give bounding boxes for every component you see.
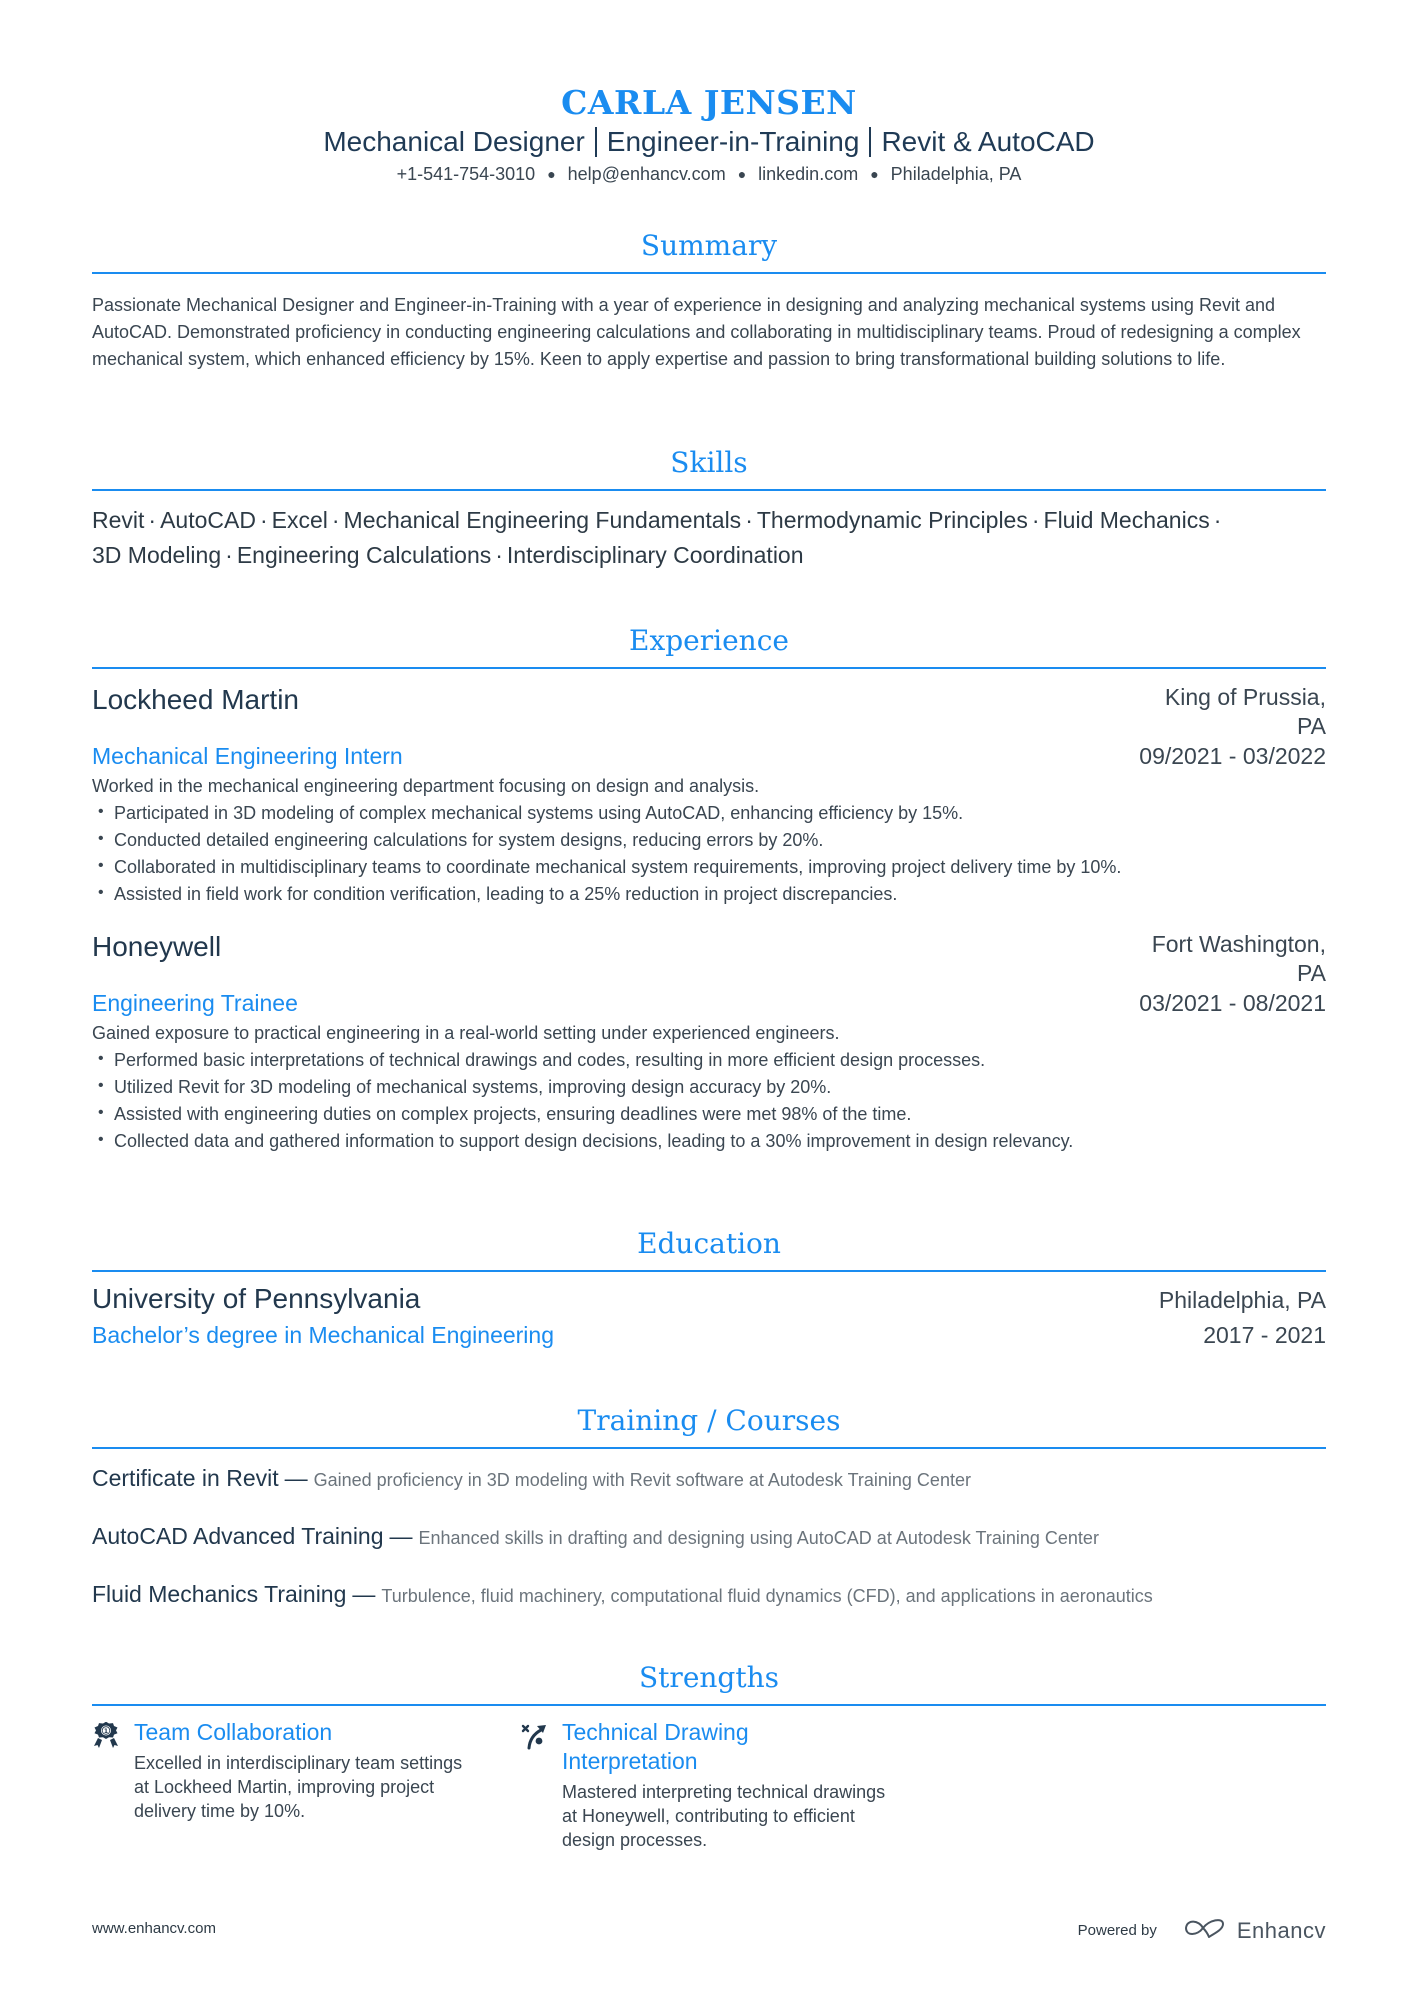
job-bullet: • Participated in 3D modeling of complex mechanical systems using AutoCAD, enhancing efficiency by 15%. — [92, 800, 1326, 827]
contact-linkedin[interactable]: linkedin.com — [758, 164, 859, 184]
headline-separator — [595, 127, 597, 157]
job-description: Gained exposure to practical engineering in a real-world setting under experienced engineers. — [92, 1023, 840, 1043]
job-dates: 09/2021 - 03/2022 — [1139, 743, 1326, 769]
skill-item: Revit — [92, 507, 145, 533]
skill-item: Excel — [271, 507, 328, 533]
skill-separator: · — [225, 542, 233, 568]
course-item — [92, 1521, 1326, 1553]
page-footer — [92, 1916, 1326, 1946]
bullet-separator: ● — [870, 166, 879, 182]
course-description: Gained proficiency in 3D modeling with Revit software at Autodesk Training Center — [313, 1470, 971, 1490]
education-location: Philadelphia, PA — [1158, 1287, 1326, 1313]
section-divider — [92, 667, 1326, 669]
job-company: Lockheed Martin — [92, 684, 300, 715]
section-title-training: Training / Courses — [577, 1404, 841, 1437]
strength-description: Excelled in interdisciplinary team settings at Lockheed Martin, improving project delivery time by 10%. — [134, 1753, 463, 1821]
contact-location: Philadelphia, PA — [890, 164, 1022, 184]
job-bullet: • Utilized Revit for 3D modeling of mechanical systems, improving design accuracy by 20%. — [92, 1074, 1326, 1101]
contact-email[interactable]: help@enhancv.com — [567, 164, 726, 184]
course-name: Certificate in Revit — [92, 1465, 279, 1491]
course-item — [92, 1579, 1326, 1611]
enhancv-logo-icon — [1183, 1916, 1227, 1945]
section-title-skills: Skills — [670, 446, 748, 479]
resume-header — [92, 0, 1326, 186]
job-company: Honeywell — [92, 931, 222, 962]
education-entry — [92, 1282, 1326, 1350]
job-location-line: PA — [1297, 713, 1326, 739]
job-location-line: Fort Washington, — [1151, 931, 1326, 957]
award-ribbon-icon — [92, 1722, 120, 1750]
course-item — [92, 1463, 1326, 1495]
powered-by — [1078, 1916, 1326, 1945]
job-bullet: • Assisted in field work for condition verification, leading to a 25% reduction in project discrepancies. — [92, 881, 1326, 908]
skill-item: Thermodynamic Principles — [756, 507, 1028, 533]
contact-line — [92, 162, 1326, 186]
education-degree: Bachelor’s degree in Mechanical Engineering — [92, 1322, 554, 1348]
job-role: Engineering Trainee — [92, 990, 298, 1016]
job-location-line: King of Prussia, — [1164, 684, 1326, 710]
skills-section — [92, 445, 1326, 573]
job-entry — [92, 683, 1326, 908]
candidate-name: CARLA JENSEN — [561, 83, 857, 122]
skill-separator: · — [745, 507, 753, 533]
job-bullet: • Performed basic interpretations of technical drawings and codes, resulting in more efficient design processes. — [92, 1047, 1326, 1074]
skill-separator: · — [331, 507, 340, 533]
section-divider — [92, 272, 1326, 274]
strength-item — [520, 1718, 900, 1852]
brand-name: Enhancv — [1236, 1917, 1326, 1943]
resume-page — [92, 0, 1326, 1850]
dash-separator: — — [284, 1465, 308, 1491]
strength-description: Mastered interpreting technical drawings at Honeywell, contributing to efficient design processes. — [562, 1782, 886, 1850]
strength-title: Team Collaboration — [134, 1719, 333, 1745]
section-title-education: Education — [637, 1227, 781, 1260]
skill-separator: · — [1213, 507, 1222, 533]
job-bullets — [92, 1047, 1326, 1155]
skill-item: Fluid Mechanics — [1043, 507, 1210, 533]
headline — [92, 124, 1326, 160]
job-dates: 03/2021 - 08/2021 — [1139, 990, 1326, 1016]
section-divider — [92, 1704, 1326, 1706]
skill-item: Interdisciplinary Coordination — [506, 542, 804, 568]
svg-text:1: 1 — [103, 1727, 109, 1735]
dash-separator: — — [352, 1581, 376, 1607]
skill-item: Mechanical Engineering Fundamentals — [343, 507, 742, 533]
footer-url[interactable]: www.enhancv.com — [92, 1920, 216, 1937]
summary-section — [92, 228, 1326, 373]
job-bullet: • Collaborated in multidisciplinary teams to coordinate mechanical system requirements, improving project delivery time by 10%. — [92, 854, 1326, 881]
job-location-line: PA — [1297, 960, 1326, 986]
education-section — [92, 1226, 1326, 1350]
headline-title-3: Revit & AutoCAD — [881, 126, 1095, 157]
skill-item: 3D Modeling — [92, 542, 222, 568]
job-bullet: • Conducted detailed engineering calculations for system designs, reducing errors by 20%. — [92, 827, 1326, 854]
experience-section — [92, 623, 1326, 1155]
job-bullets — [92, 800, 1326, 908]
job-bullet: • Collected data and gathered information to support design decisions, leading to a 30% improvement in design relevancy. — [92, 1128, 1326, 1155]
section-divider — [92, 489, 1326, 491]
strategy-arrow-icon — [520, 1722, 548, 1750]
course-name: Fluid Mechanics Training — [92, 1581, 347, 1607]
dash-separator: — — [389, 1523, 413, 1549]
skills-list — [92, 503, 1326, 573]
headline-separator — [869, 127, 871, 157]
contact-phone[interactable]: +1-541-754-3010 — [396, 164, 536, 184]
skill-separator: · — [259, 507, 268, 533]
section-divider — [92, 1270, 1326, 1272]
strength-title: Technical Drawing Interpretation — [562, 1719, 749, 1774]
job-location — [1086, 930, 1326, 988]
training-section — [92, 1403, 1326, 1611]
job-location — [1086, 683, 1326, 741]
job-bullet: • Assisted with engineering duties on complex projects, ensuring deadlines were met 98% of the time. — [92, 1101, 1326, 1128]
strengths-section — [92, 1660, 1326, 1850]
education-dates: 2017 - 2021 — [1203, 1322, 1326, 1348]
course-description: Enhanced skills in drafting and designing using AutoCAD at Autodesk Training Center — [418, 1528, 1099, 1548]
powered-by-label: Powered by — [1077, 1922, 1157, 1939]
section-title-strengths: Strengths — [639, 1661, 779, 1694]
skill-separator: · — [1031, 507, 1040, 533]
bullet-separator: ● — [547, 166, 556, 182]
skill-separator: · — [148, 507, 157, 533]
section-divider — [92, 1447, 1326, 1449]
section-title-summary: Summary — [640, 229, 778, 262]
skill-item: Engineering Calculations — [236, 542, 492, 568]
job-description: Worked in the mechanical engineering department focusing on design and analysis. — [92, 776, 760, 796]
course-description: Turbulence, fluid machinery, computational fluid dynamics (CFD), and applications in aeronautics — [381, 1586, 1153, 1606]
summary-text: Passionate Mechanical Designer and Engineer-in-Training with a year of experience in designing and analyzing mechanical systems using Revit and AutoCAD. Demonstrated proficiency in conducting engineering calculations and collaborating in multidisciplinary teams. Proud of redesigning a complex mechanical system, which enhanced efficiency by 15%. Keen to apply expertise and passion to bring transformational building solutions to life. — [92, 295, 1301, 369]
job-entry — [92, 930, 1326, 1155]
strength-item — [92, 1718, 482, 1823]
skill-item: AutoCAD — [160, 507, 256, 533]
education-school: University of Pennsylvania — [92, 1283, 421, 1314]
skill-separator: · — [495, 542, 503, 568]
section-title-experience: Experience — [629, 624, 789, 657]
headline-title-2: Engineer-in-Training — [606, 126, 860, 157]
job-role: Mechanical Engineering Intern — [92, 743, 403, 769]
course-name: AutoCAD Advanced Training — [92, 1523, 384, 1549]
bullet-separator: ● — [737, 166, 747, 182]
headline-title-1: Mechanical Designer — [323, 126, 585, 157]
